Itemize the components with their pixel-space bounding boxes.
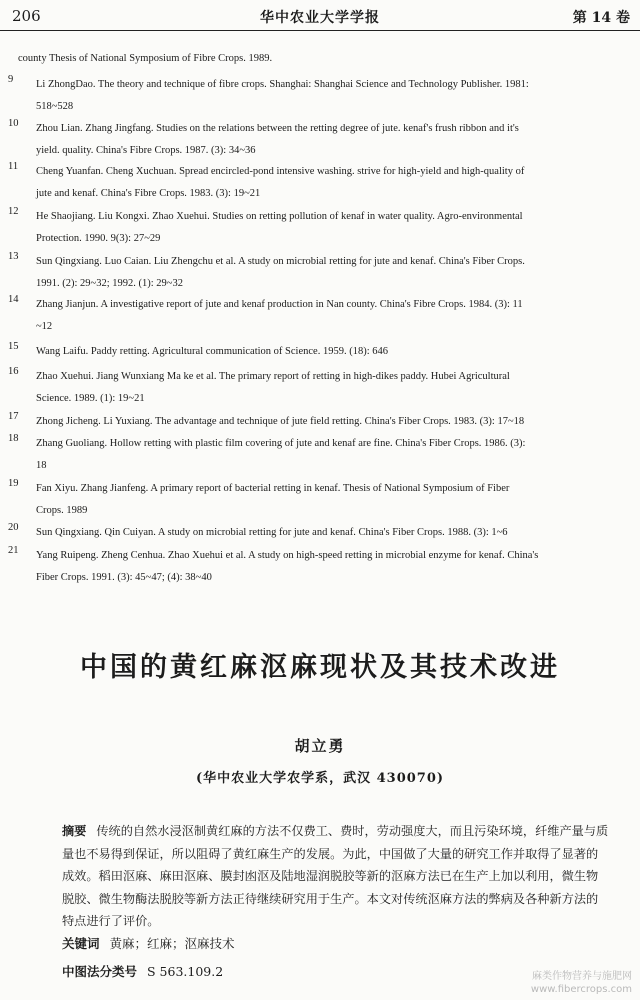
reference-number: 12: [8, 206, 19, 217]
reference-text: [36, 118, 632, 162]
reference-line: 1991. (2): 29~32; 1992. (1): 29~32: [36, 278, 183, 289]
reference-line: Li ZhongDao. The theory and technique of fibre crops. Shanghai: Shanghai Science and Technology Publisher. 1981:: [36, 79, 529, 90]
page-number: 206: [12, 7, 41, 25]
reference-text: [36, 206, 632, 250]
reference-line: Yang Ruipeng. Zheng Cenhua. Zhao Xuehui et al. A study on high-speed retting in microbial enzyme for kenaf. China's: [36, 550, 539, 561]
reference-line: jute and kenaf. China's Fibre Crops. 1983. (3): 19~21: [36, 188, 261, 199]
classification-code: S 563.109.2: [147, 964, 224, 979]
reference-text: [36, 161, 632, 205]
watermark: [531, 970, 632, 996]
reference-number: 19: [8, 478, 19, 489]
reference-number: 15: [8, 341, 19, 352]
reference-number: 11: [8, 161, 19, 172]
reference-number: 14: [8, 294, 19, 305]
reference-text: [36, 411, 632, 433]
watermark-line-2: www.fibercrops.com: [530, 984, 632, 995]
reference-number: 16: [8, 366, 19, 377]
reference-line: He Shaojiang. Liu Kongxi. Zhao Xuehui. Studies on retting pollution of kenaf in water quality. Agro-environmental: [36, 211, 523, 222]
reference-number: 13: [8, 251, 19, 262]
reference-line: Cheng Yuanfan. Cheng Xuchuan. Spread encircled-pond intensive washing. strive for high-yield and high-quality of: [36, 166, 525, 177]
reference-line: Zhao Xuehui. Jiang Wunxiang Ma ke et al. The primary report of retting in high-dikes paddy. Hubei Agricultural: [36, 371, 510, 382]
author-name: 胡立勇: [294, 737, 346, 755]
reference-line: Fiber Crops. 1991. (3): 45~47; (4): 38~40: [36, 572, 212, 583]
reference-line: 518~528: [36, 101, 74, 112]
reference-number: 9: [8, 74, 14, 85]
reference-line: Fan Xiyu. Zhang Jianfeng. A primary report of bacterial retting in kenaf. Thesis of National Symposium of Fiber: [36, 483, 510, 494]
reference-text: [36, 522, 632, 544]
reference-number: 10: [8, 118, 19, 129]
reference-text: [36, 366, 632, 410]
reference-line: Crops. 1989: [36, 505, 88, 516]
article-title: 中国的黄红麻沤麻现状及其技术改进: [80, 652, 560, 683]
reference-line: Wang Laifu. Paddy retting. Agricultural communication of Science. 1959. (18): 646: [36, 346, 388, 357]
classification-label: 中图法分类号: [62, 964, 138, 979]
reference-text: [36, 294, 632, 338]
reference-line: Sun Qingxiang. Qin Cuiyan. A study on microbial retting for jute and kenaf. China's Fiber Crops. 1988. (3): 1~6: [36, 527, 508, 538]
reference-text: [36, 433, 632, 477]
reference-line: Sun Qingxiang. Luo Caian. Liu Zhengchu et al. A study on microbial retting for jute and kenaf. China's Fiber Crops.: [36, 256, 525, 267]
reference-text: [36, 478, 632, 522]
reference-line: Protection. 1990. 9(3): 27~29: [36, 233, 161, 244]
author-affiliation: (华中农业大学农学系，武汉 430070): [195, 771, 445, 786]
reference-text: [36, 251, 632, 295]
reference-line: Zhang Jianjun. A investigative report of jute and kenaf production in Nan county. China's Fibre Crops. 1984. (3): 11: [36, 299, 523, 310]
abstract: [62, 820, 610, 933]
abstract-text: 传统的自然水浸沤制黄红麻的方法不仅费工、费时，劳动强度大，而且污染环境，纤维产量与质量也不易得到保证，所以阻碍了黄红麻生产的发展。为此，中国做了大量的研究工作并取得了显著的成效。稻田沤麻、麻田沤麻、膜封凼沤及陆地湿润脱胶等新的沤麻方法已在生产上加以利用，微生物脱胶、微生物酶法脱胶等新方法正待继续研究用于生产。本文对传统沤麻方法的弊病及各种新方法的特点进行了评价。: [62, 824, 609, 928]
reference-line: ~12: [36, 321, 53, 332]
keywords: [62, 934, 235, 952]
reference-text: [36, 341, 632, 363]
reference-line: 18: [36, 460, 47, 471]
reference-line: Science. 1989. (1): 19~21: [36, 393, 145, 404]
reference-text: [18, 48, 614, 70]
volume-label: 第 14 卷: [572, 10, 630, 26]
reference-text: [36, 545, 632, 589]
reference-line: Zhang Guoliang. Hollow retting with plastic film covering of jute and kenaf are fine. China's Fiber Crops. 1986. (3):: [36, 438, 526, 449]
reference-number: 17: [8, 411, 19, 422]
reference-line: Zhong Jicheng. Li Yuxiang. The advantage and technique of jute field retting. China's Fiber Crops. 1983. (3): 17~18: [36, 416, 525, 427]
reference-line: county Thesis of National Symposium of Fibre Crops. 1989.: [18, 53, 273, 64]
reference-number: 21: [8, 545, 19, 556]
page-header: [0, 0, 640, 31]
keywords-text: 黄麻；红麻；沤麻技术: [109, 936, 235, 951]
journal-title: 华中农业大学学报: [260, 10, 380, 26]
reference-text: [36, 74, 632, 118]
keywords-label: 关键词: [62, 936, 100, 951]
reference-line: Zhou Lian. Zhang Jingfang. Studies on the relations between the retting degree of jute. kenaf's frush ribbon and it's: [36, 123, 519, 134]
reference-number: 20: [8, 522, 19, 533]
reference-number: 18: [8, 433, 19, 444]
watermark-line-1: 麻类作物营养与施肥网: [532, 971, 632, 982]
abstract-label: 摘要: [62, 824, 87, 838]
classification: [62, 962, 223, 980]
reference-line: yield. quality. China's Fibre Crops. 1987. (3): 34~36: [36, 145, 256, 156]
